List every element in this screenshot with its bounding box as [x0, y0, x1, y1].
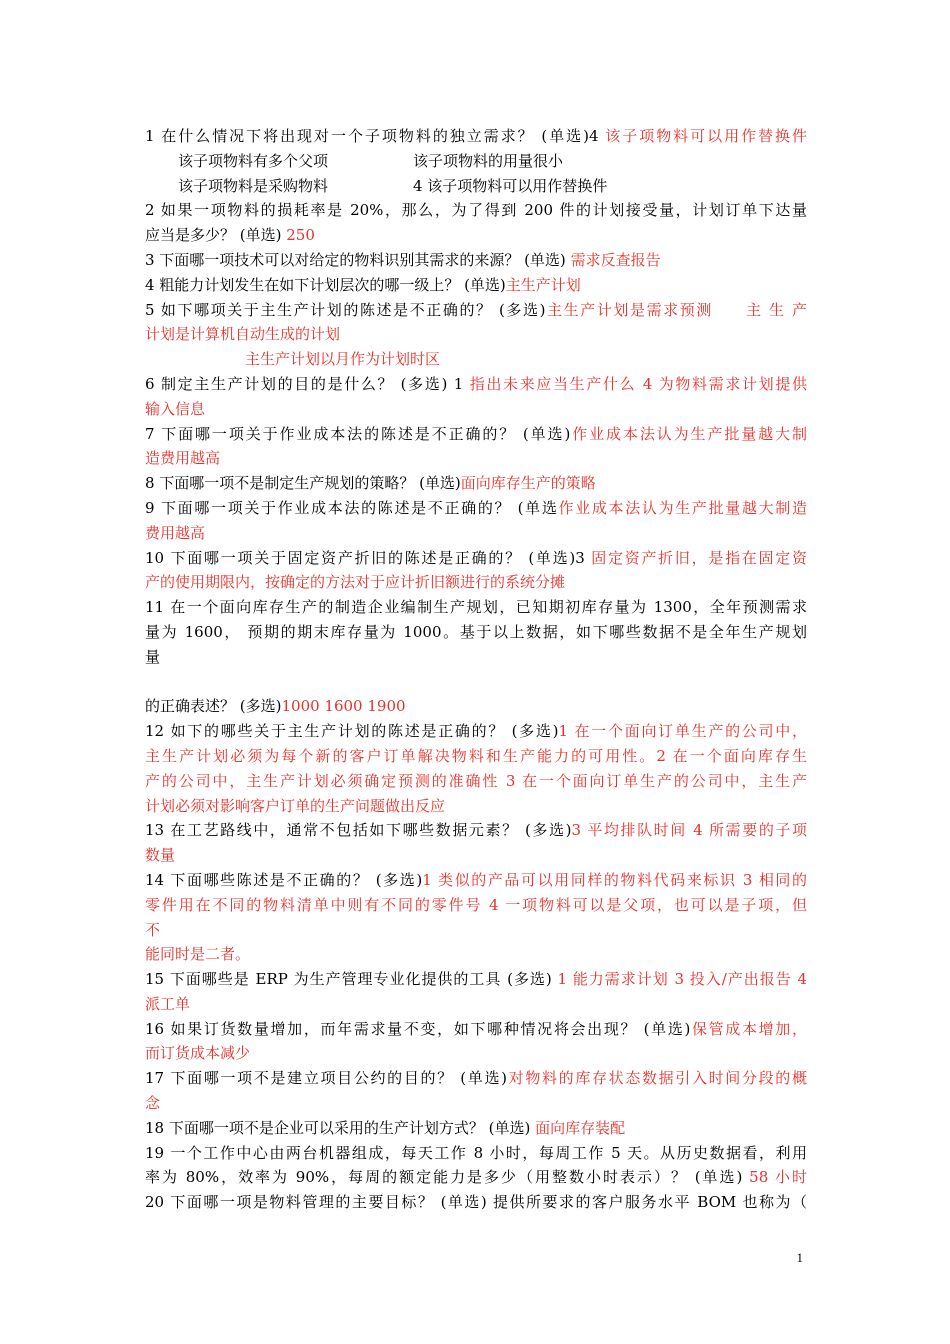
answer-text: 固定资产折旧，是指在固定资 [591, 548, 807, 567]
answer-text: 1 在一个面向订单生产的公司中， [558, 722, 807, 741]
option-row [145, 174, 807, 199]
question-text: 7 下面哪一项关于作业成本法的陈述是不正确的？ (单选) [145, 424, 571, 443]
text-line [145, 372, 807, 397]
question-text: 6 制定主生产计划的目的是什么？ (多选) 1 [145, 374, 470, 393]
text-line [145, 818, 807, 843]
answer-text: 主生产计划是需求预测 主 生 产 [545, 300, 807, 319]
text-line [145, 546, 807, 571]
text-line [145, 347, 807, 372]
text-line [145, 918, 807, 943]
blank-line [145, 670, 807, 695]
question-text: 14 下面哪些陈述是不正确的？ (多选) [145, 870, 423, 889]
text-line [145, 620, 807, 645]
text-line [145, 744, 807, 769]
text-line [145, 992, 807, 1017]
text-line [145, 446, 807, 471]
question-text: 16 如果订货数量增加，而年需求量不变，如下哪种情况将会出现？ (单选) [145, 1019, 691, 1038]
question-text: 5 如下哪项关于主生产计划的陈述是不正确的？ (多选) [145, 300, 546, 319]
text-line [145, 397, 807, 422]
text-line [145, 967, 807, 992]
text-line [145, 1066, 807, 1091]
answer-text: 面向库存装配 [535, 1118, 626, 1137]
answer-text: 主生产计划 [505, 275, 581, 294]
text-line [145, 1041, 807, 1066]
answer-text: 对物料的库存状态数据引入时间分段的概 [506, 1069, 807, 1088]
text-line [145, 843, 807, 868]
answer-text: 数量 [145, 846, 176, 865]
question-text: 量 [145, 647, 161, 666]
text-line [145, 1190, 807, 1215]
text-line [145, 769, 807, 794]
question-text: 应当是多少？ (单选) [145, 226, 287, 245]
answer-text: 3 平均排队时间 4 所需要的子项 [571, 821, 807, 840]
text-line [145, 322, 807, 347]
answer-text: 1000 1600 1900 [281, 697, 406, 716]
text-line [145, 521, 807, 546]
text-line [145, 273, 807, 298]
answer-text: 念 [145, 1094, 161, 1113]
text-line [145, 1141, 807, 1166]
text-line [145, 422, 807, 447]
text-line [145, 1091, 807, 1116]
answer-text: 1 类似的产品可以用同样的物料代码来标识 3 相同的 [422, 870, 807, 889]
question-text: 12 如下的哪些关于主生产计划的陈述是正确的？ (多选) [145, 722, 559, 741]
question-text: 17 下面哪一项不是建立项目公约的目的？ (单选) [145, 1069, 507, 1088]
answer-text: 零件用在不同的物料清单中则有不同的零件号 4 一项物料可以是父项，也可以是子项，但 [145, 895, 807, 914]
answer-text: 需求反查报告 [570, 250, 661, 269]
text-line [145, 694, 807, 719]
answer-text: 作业成本法认为生产批量越大制造 [558, 498, 807, 517]
answer-text: 指出未来应当生产什么 4 为物料需求计划提供 [469, 374, 807, 393]
question-text: 1 在什么情况下将出现对一个子项物料的独立需求？ (单选)4 [145, 127, 606, 145]
question-text: 10 下面哪一项关于固定资产折旧的陈述是正确的？ (单选)3 [145, 548, 592, 567]
answer-text: 计划是计算机自动生成的计划 [145, 325, 341, 344]
text-line [145, 1165, 807, 1190]
text-line [145, 942, 807, 967]
text-line [145, 124, 807, 149]
text-line [145, 471, 807, 496]
question-text: 13 在工艺路线中，通常不包括如下哪些数据元素？ (多选) [145, 821, 572, 840]
text-line [145, 794, 807, 819]
text-line [145, 198, 807, 223]
text-line [145, 570, 807, 595]
answer-text: 该子项物料可以用作替换件 [605, 127, 807, 145]
answer-text: 作业成本法认为生产批量越大制 [570, 424, 807, 443]
text-line [145, 1017, 807, 1042]
text-line [145, 1116, 807, 1141]
text-line [145, 298, 807, 323]
text-line [145, 645, 807, 670]
option-text: 该子项物料是采购物料 [178, 176, 329, 195]
question-text: 19 一个工作中心由两台机器组成，每天工作 8 小时，每周工作 5 天。从历史数据看，利用 [145, 1143, 807, 1162]
option-text: 该子项物料的用量很小 [413, 151, 564, 170]
answer-text: 不 [145, 920, 161, 939]
question-text: 3 下面哪一项技术可以对给定的物料识别其需求的来源？ (单选) [145, 250, 571, 269]
question-text: 9 下面哪一项关于作业成本法的陈述是不正确的？ (单选 [145, 498, 559, 517]
page-number: 1 [796, 1250, 803, 1265]
answer-text: 主生产计划必须为每个新的客户订单解决物料和生产能力的可用性。2 在一个面向库存生 [145, 746, 807, 765]
question-text: 18 下面哪一项不是企业可以采用的生产计划方式？ (单选) [145, 1118, 536, 1137]
answer-text: 面向库存生产的策略 [460, 474, 596, 493]
answer-text: 58 小时 [749, 1168, 807, 1187]
question-text: 20 下面哪一项是物料管理的主要目标？ (单选) 提供所要求的客户服务水平 BOM 也称为（ [145, 1193, 807, 1212]
answer-text: 保管成本增加， [690, 1019, 807, 1038]
question-text: 8 下面哪一项不是制定生产规划的策略？ (单选) [145, 474, 461, 493]
answer-text: 能同时是二者。 [145, 945, 251, 964]
answer-text: 主生产计划以月作为计划时区 [245, 350, 441, 369]
option-text: 该子项物料有多个父项 [178, 151, 329, 170]
answer-text: 费用越高 [145, 523, 206, 542]
text-line [145, 248, 807, 273]
option-text: 4 该子项物料可以用作替换件 [413, 176, 608, 195]
answer-text: 而订货成本减少 [145, 1044, 251, 1063]
question-text: 2 如果一项物料的损耗率是 20%，那么，为了得到 200 件的计划接受量，计划订单下达量 [145, 201, 807, 220]
question-list [145, 124, 807, 1215]
text-line [145, 868, 807, 893]
option-row [145, 149, 807, 174]
answer-text: 产的使用期限内，按确定的方法对于应计折旧额进行的系统分摊 [145, 573, 566, 592]
text-line [145, 893, 807, 918]
question-text: 11 在一个面向库存生产的制造企业编制生产规划，已知期初库存量为 1300，全年预测需求 [145, 598, 807, 617]
question-text: 的正确表述？ (多选) [145, 697, 282, 716]
question-text: 4 粗能力计划发生在如下计划层次的哪一级上？ (单选) [145, 275, 506, 294]
question-text: 15 下面哪些是 ERP 为生产管理专业化提供的工具 (多选) [145, 970, 558, 989]
answer-text: 输入信息 [145, 399, 206, 418]
answer-text: 1 能力需求计划 3 投入/产出报告 4 [557, 970, 807, 989]
answer-text: 产的公司中，主生产计划必须确定预测的准确性 3 在一个面向订单生产的公司中，主生产 [145, 771, 807, 790]
question-text: 量为 1600， 预期的期末库存量为 1000。基于以上数据，如下哪些数据不是全年生产规划 [145, 622, 807, 641]
answer-text: 造费用越高 [145, 449, 221, 468]
answer-text: 派工单 [145, 994, 191, 1013]
text-line [145, 719, 807, 744]
answer-text: 250 [286, 226, 315, 245]
text-line [145, 595, 807, 620]
answer-text: 计划必须对影响客户订单的生产问题做出反应 [145, 796, 446, 815]
text-line [145, 223, 807, 248]
question-text: 率为 80%，效率为 90%，每周的额定能力是多少（用整数小时表示）？ (单选) [145, 1168, 750, 1187]
text-line [145, 496, 807, 521]
